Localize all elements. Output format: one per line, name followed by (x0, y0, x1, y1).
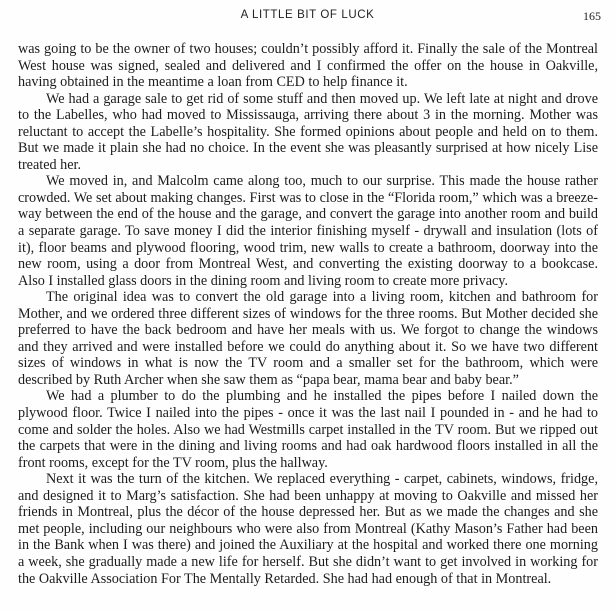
body-text (18, 41, 598, 587)
page-number: 165 (583, 9, 601, 23)
paragraph-kitchen: Next it was the turn of the kitchen. We replaced everything - carpet, cabinets, windows, fridge, and designed it to Marg’s satisfaction. She had been unhappy at moving to Oakville and missed her friends in Montreal, plus the décor of the house depressed her. But as we made the changes and she met people, including our neighbours who were also from Montreal (Kathy Mason’s Father had been in the Bank when I was there) and joined the Auxiliary at the hospital and worked there one morning a week, she gradually made a new life for herself. But she didn’t want to get involved in working for the Oakville Association For The Mentally Retarded. She had had enough of that in Montreal. (18, 471, 598, 587)
paragraph-garage-sale: We had a garage sale to get rid of some stuff and then moved up. We left late at night and drove to the Labelles, who had moved to Mississauga, arriving there about 3 in the morning. Mother was reluctant to accept the Labelle’s hospitality. She formed opinions about people and held on to them. But we made it plain she had no choice. In the event she was pleasantly surprised at how nicely Lise treated her. (18, 90, 598, 173)
running-title: A LITTLE BIT OF LUCK (240, 9, 375, 21)
paragraph-continued: was going to be the owner of two houses; couldn’t possibly afford it. Finally the sale of the Montreal West house was signed, sealed and delivered and I confirmed the offer on the house in Oakville, having obtained in the meantime a loan from CED to help finance it. (18, 41, 598, 91)
paragraph-original-idea: The original idea was to convert the old garage into a living room, kitchen and bathroom for Mother, and we ordered three different sizes of windows for the three rooms. But Mother decided she preferred to have the back bedroom and have her meals with us. We forgot to change the windows and they arrived and were installed before we could do anything about it. So we have two different sizes of windows in what is now the TV room and a smaller set for the bathroom, which were described by Ruth Archer when she saw them as “papa bear, mama bear and baby bear.” (18, 289, 598, 388)
paragraph-moving-in: We moved in, and Malcolm came along too, much to our surprise. This made the house rather crowded. We set about making changes. First was to close in the “Florida room,” which was a breezeway between the end of the house and the garage, and convert the garage into another room and build a separate garage. To save money I did the interior finishing myself - drywall and insulation (lots of it), floor beams and plywood flooring, wood trim, new walls to create a bathroom, doorway into the new room, using a door from Montreal West, and converting the existing doorway to a bookcase. Also I installed glass doors in the dining room and living room to create more privacy. (18, 173, 598, 289)
paragraph-plumber: We had a plumber to do the plumbing and he installed the pipes before I nailed down the plywood floor. Twice I nailed into the pipes - once it was the last nail I pounded in - and he had to come and solder the holes. Also we had Westmills carpet installed in the TV room. But we ripped out the carpets that were in the dining and living rooms and had oak hardwood floors installed in all the front rooms, except for the TV room, plus the hallway. (18, 388, 598, 471)
